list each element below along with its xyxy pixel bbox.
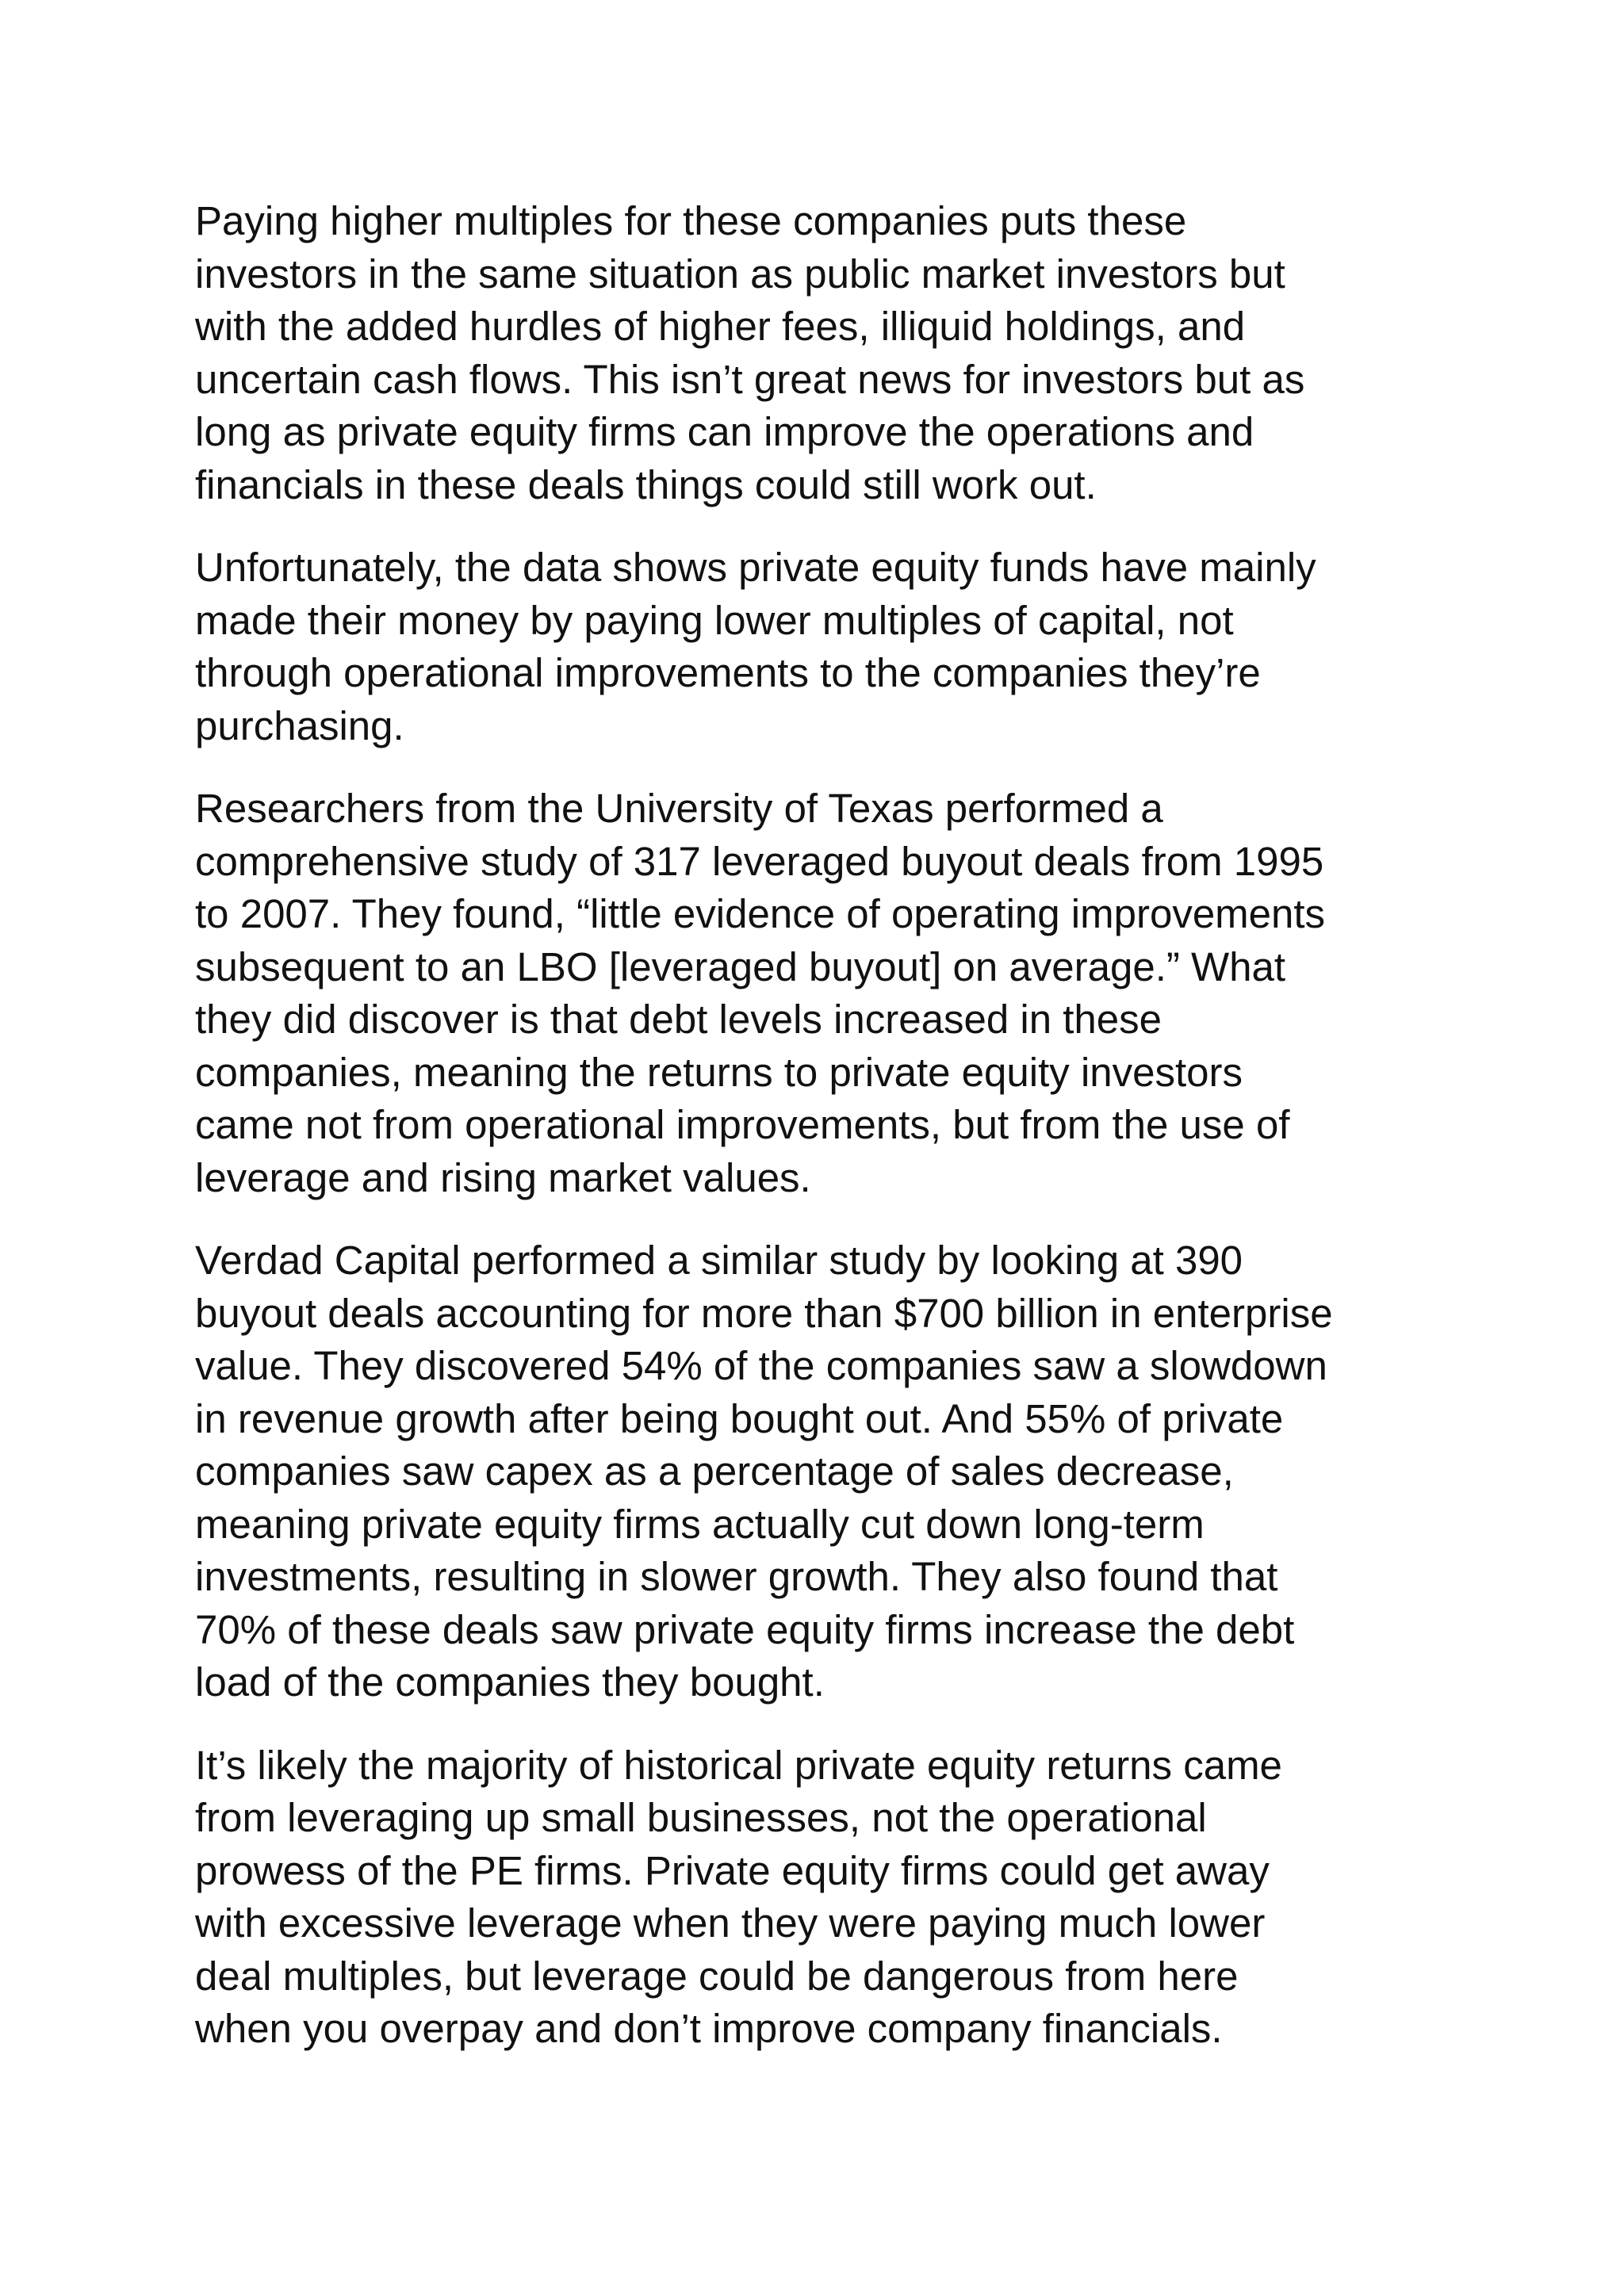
paragraph-verdad-study: Verdad Capital performed a similar study by looking at 390 buyout deals accounting for more than $700 billion in enterprise value. They discovered 54% of the companies saw a slowdown in revenue growth after being bought out. And 55% of private companies saw capex as a percentage of sales decrease, meaning private equity firms actually cut down long-term investments, resulting in slower growth. They also found that 70% of these deals saw private equity firms increase the debt load of the companies they bought. [195,1238,1333,1705]
document-body [195,195,1448,2086]
paragraph-multiples: Paying higher multiples for these companies puts these investors in the same situation as public market investors but with the added hurdles of higher fees, illiquid holdings, and uncertain cash flows. This isn’t great news for investors but as long as private equity firms can improve the operations and financials in these deals things could still work out. [195,198,1305,507]
paragraph-texas-study: Researchers from the University of Texas performed a comprehensive study of 317 leveraged buyout deals from 1995 to 2007. They found, “little evidence of operating improvements subsequent to an LBO [leveraged buyout] on average.” What they did discover is that debt levels increased in these companies, meaning the returns to private equity investors came not from operational improvements, but from the use of leverage and rising market values. [195,786,1326,1200]
paragraph-data-shows: Unfortunately, the data shows private equity funds have mainly made their money by paying lower multiples of capital, not through operational improvements to the companies they’re purchasing. [195,545,1316,748]
paragraph-conclusion: It’s likely the majority of historical private equity returns came from leveraging up small businesses, not the operational prowess of the PE firms. Private equity firms could get away with excessive leverage when they were paying much lower deal multiples, but leverage could be dangerous from here when you overpay and don’t improve company financials. [195,1742,1282,2051]
